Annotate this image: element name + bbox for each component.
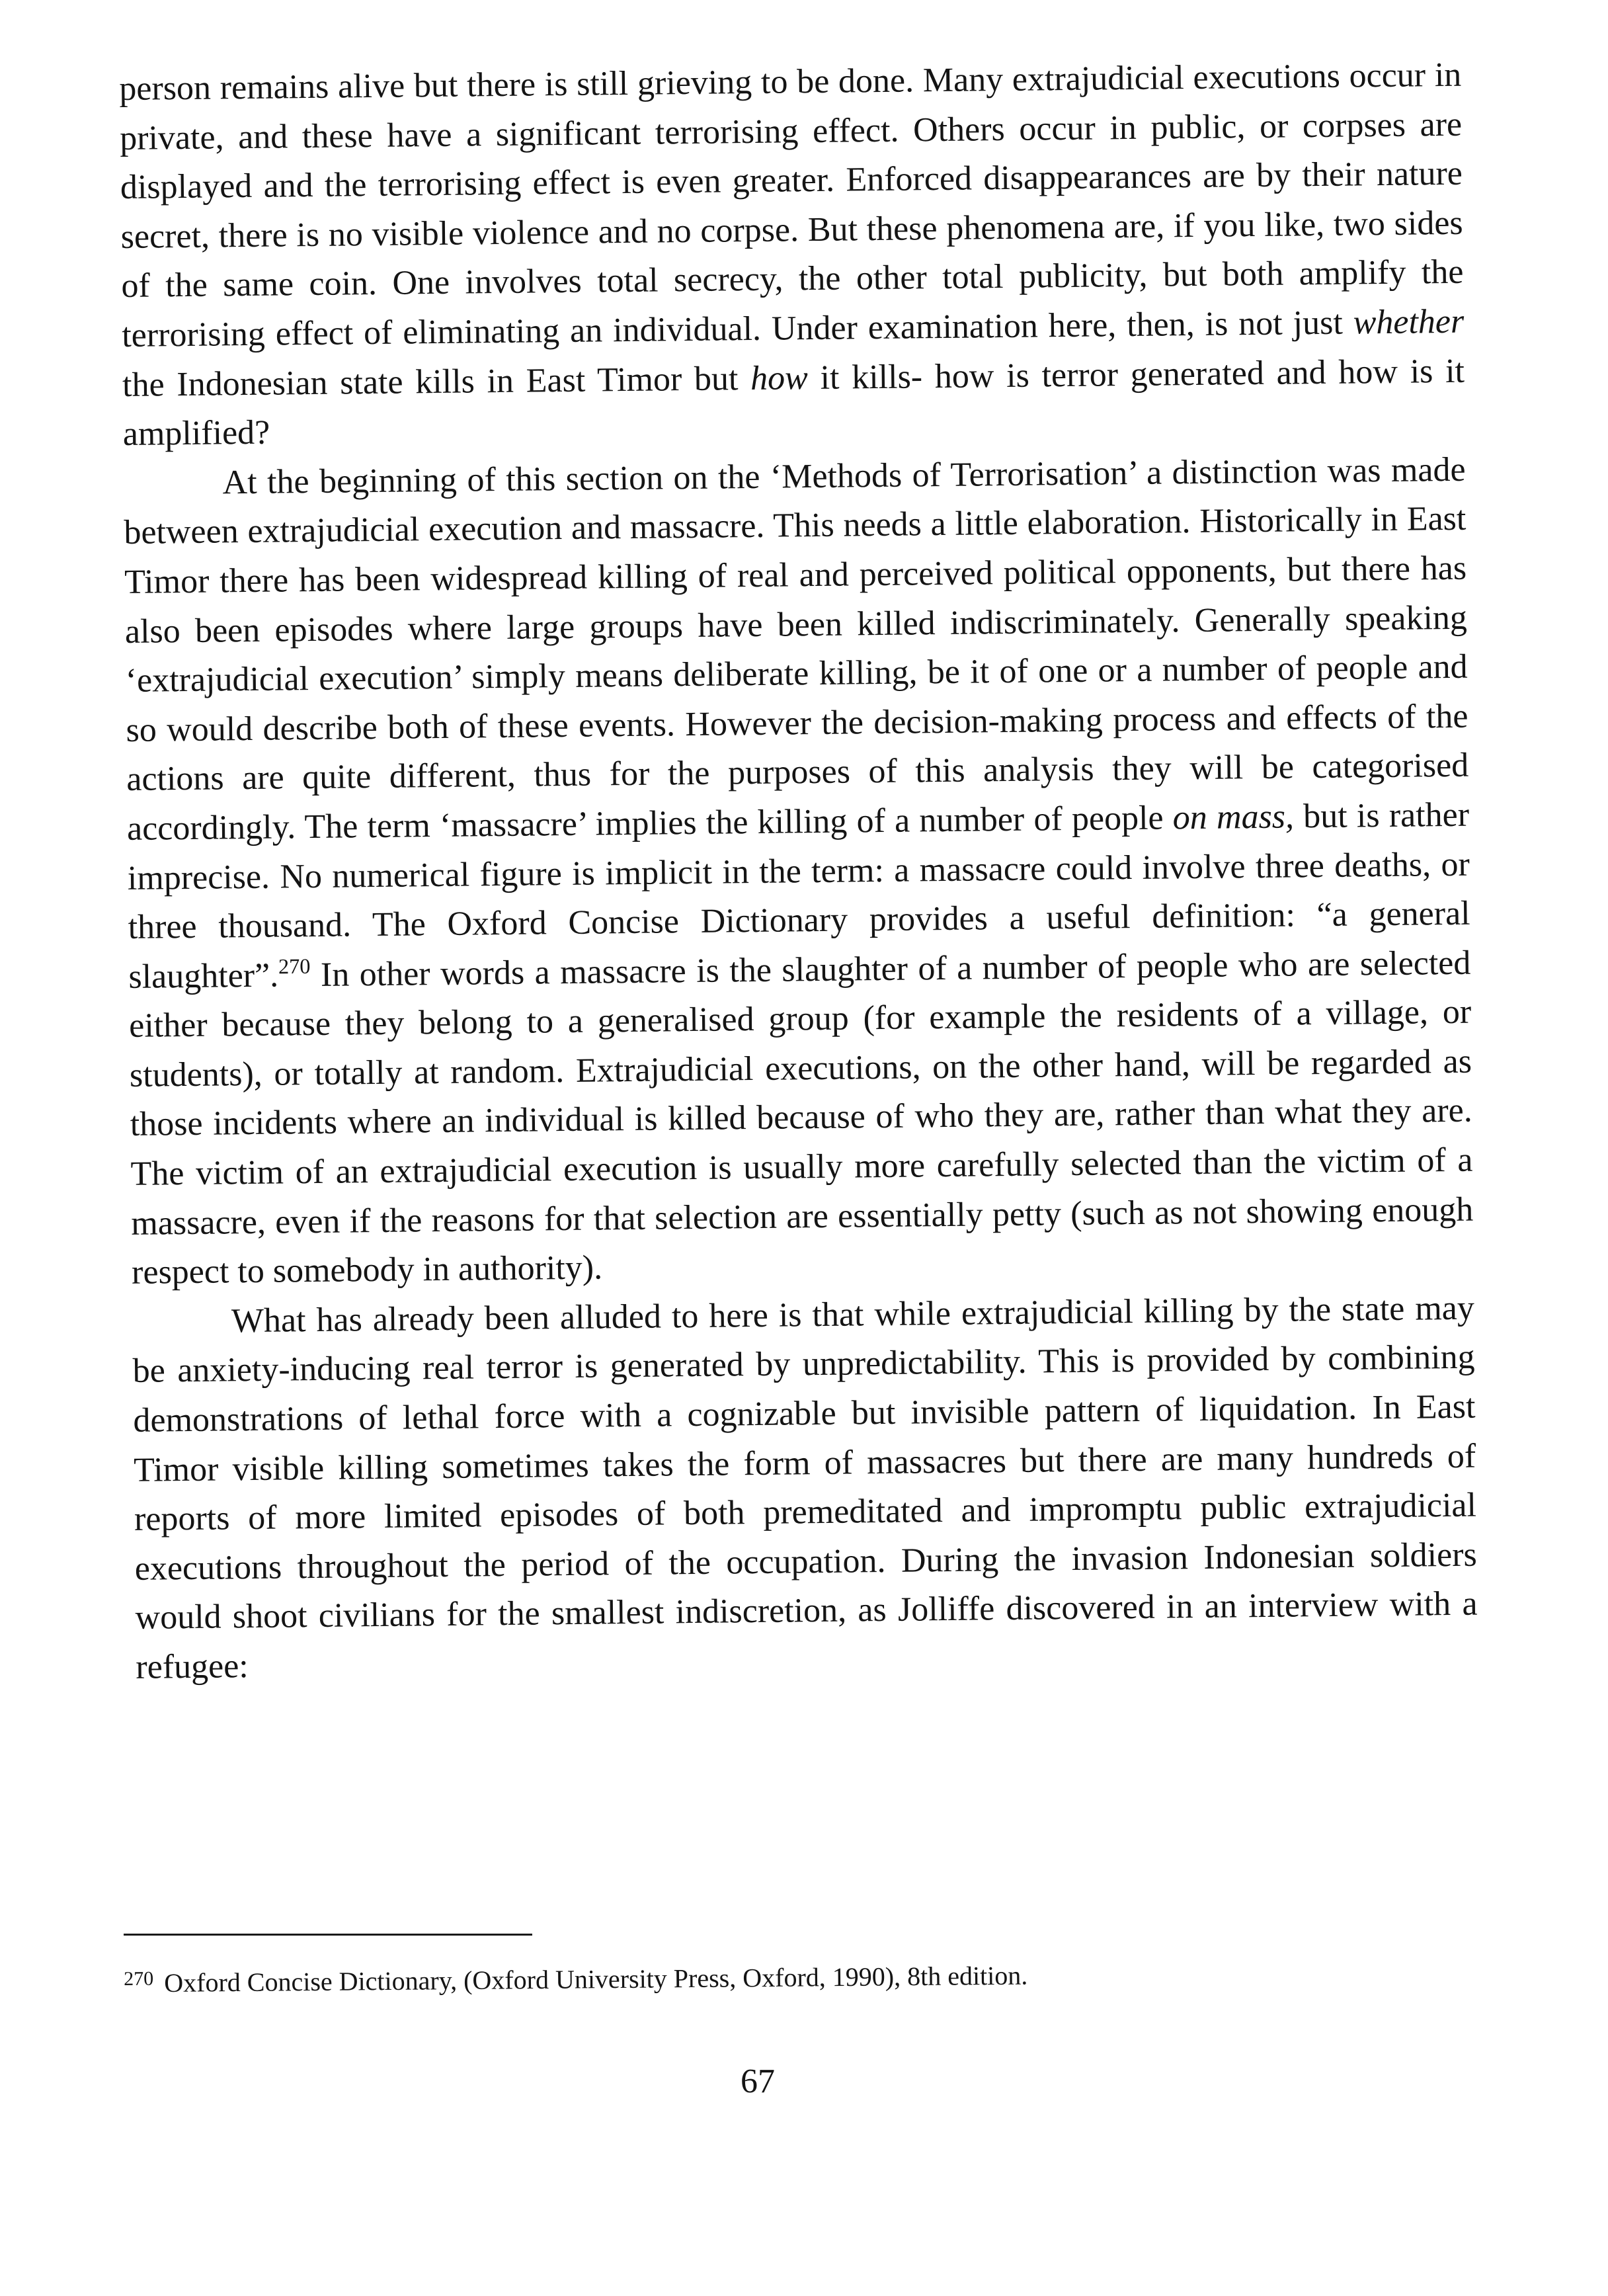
main-body-text <box>119 51 1478 1693</box>
text-run: it kills- how is terror generated and how is it amplified? <box>122 352 1465 454</box>
text-run: In other words a massacre is the slaughter of a number of people who are selected either because they belong to a generalised group (for example the residents of a village, or students), or totally at random. Extrajudicial executions, on the other hand, will be regarded as those incidents where an individual is killed because of who they are, rather than what they are. The victim of an extrajudicial execution is usually more carefully selected than the victim of a massacre, even if the reasons for that selection are essentially petty (such as not showing enough respect to somebody in authority). <box>128 944 1474 1292</box>
italic-text: whether <box>1353 302 1465 342</box>
paragraph-2 <box>123 445 1474 1297</box>
footnote-text: Oxford Concise Dictionary, (Oxford University Press, Oxford, 1990), 8th edition. <box>164 1960 1028 1998</box>
page-number: 67 <box>741 2063 775 2100</box>
footnote-separator <box>124 1934 532 1936</box>
paragraph-3 <box>132 1284 1478 1692</box>
paragraph-1 <box>119 51 1465 460</box>
text-run: What has already been alluded to here is that while extrajudicial killing by the state may be anxiety-inducing real terror is generated by unpredictability. This is provided by combining demonstrations of lethal force with a cognizable but invisible pattern of liquidation. In East Timor visible killing sometimes takes the form of massacres but there are many hundreds of reports of more limited episodes of both premeditated and impromptu public extrajudicial executions throughout the period of the occupation. During the invasion Indonesian soldiers would shoot civilians for the smallest indiscretion, as Jolliffe discovered in an interview with a refugee: <box>132 1289 1478 1686</box>
text-run: the Indonesian state kills in East Timor but <box>122 359 751 404</box>
text-run: but is rather imprecise. No numerical figure is implicit in the term: a massacre could involve three deaths, or three thousand. The Oxford Concise Dictionary provides a useful definition: “a general slaughter”. <box>127 796 1470 996</box>
text-run: person remains alive but there is still grieving to be done. Many extrajudicial executions occur in private, and these have a significant terrorising effect. Others occur in public, or corpses are displayed and the terrorising effect is even greater. Enforced disappearances are by their nature secret, there is no visible violence and no corpse. But these phenomena are, if you like, two sides of the same coin. One involves total secrecy, the other total publicity, but both amplify the terrorising effect of eliminating an individual. Under examination here, then, is not just <box>119 56 1464 354</box>
footnote-270 <box>124 1951 1380 2000</box>
footnote-reference: 270 <box>278 954 311 978</box>
italic-text: on mass, <box>1172 798 1295 837</box>
italic-text: how <box>750 358 809 397</box>
text-run: At the beginning of this section on the ‘Methods of Terrorisation’ a distinction was made between extrajudicial execution and massacre. This needs a little elaboration. Historically in East Timor there has been widespread killing of real and perceived political opponents, but there has also been episodes where large groups have been killed indiscriminately. Generally speaking ‘extrajudicial execution’ simply means deliberate killing, be it of one or a number of people and so would describe both of these events. However the decision-making process and effects of the actions are quite different, thus for the purposes of this analysis they will be categorised accordingly. The term ‘massacre’ implies the killing of a number of people <box>124 450 1469 848</box>
footnote-number: 270 <box>124 1967 154 1990</box>
